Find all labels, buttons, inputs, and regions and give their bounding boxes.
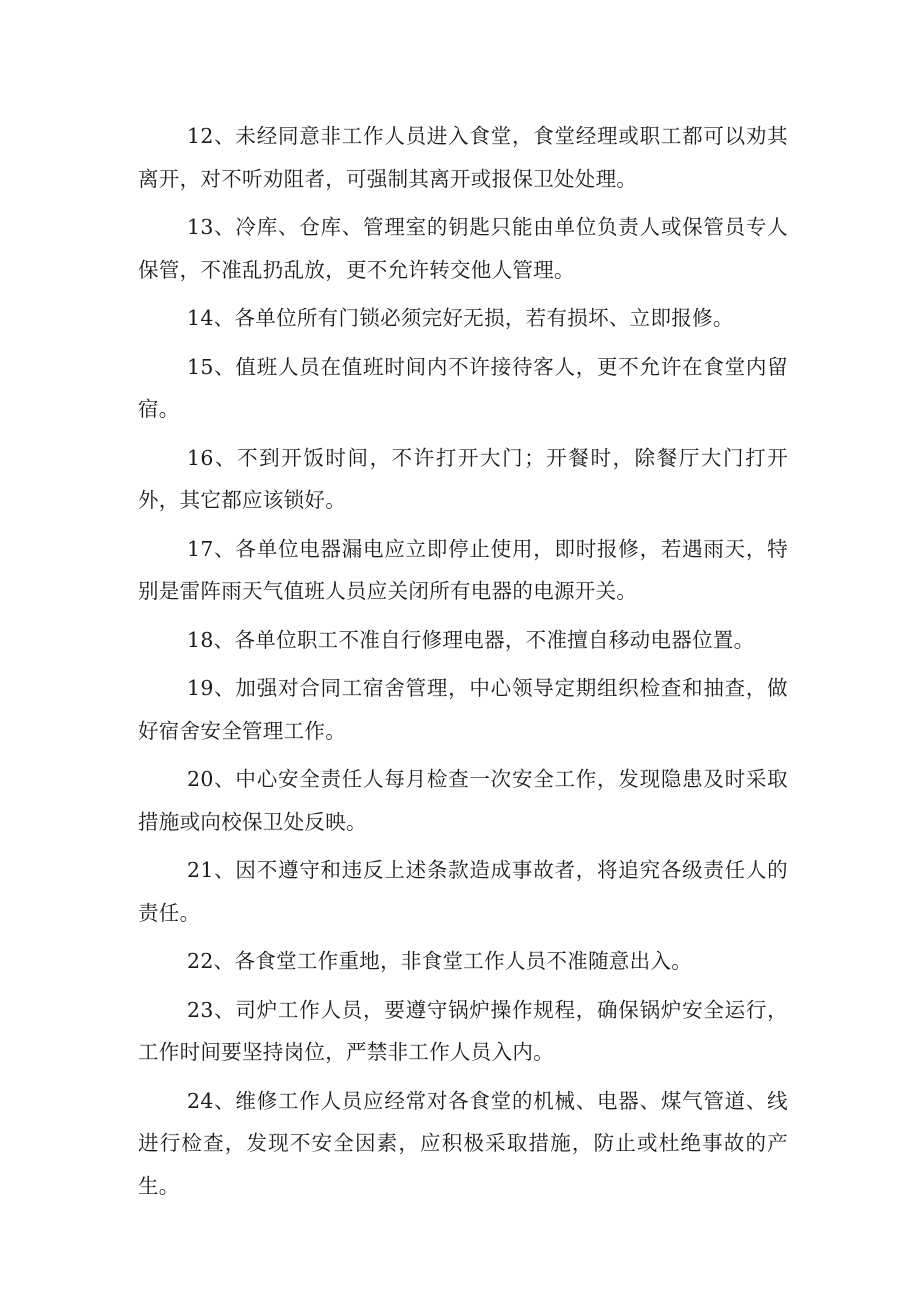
paragraph-rule-21: 21、因不遵守和违反上述条款造成事故者，将追究各级责任人的责任。 <box>138 858 788 925</box>
paragraph-rule-22: 22、各食堂工作重地，非食堂工作人员不准随意出入。 <box>187 949 693 973</box>
paragraph-rule-17: 17、各单位电器漏电应立即停止使用，即时报修，若遇雨天，特别是雷阵雨天气值班人员应关闭所有电器的电源开关。 <box>138 536 788 603</box>
paragraph-rule-23: 23、司炉工作人员，要遵守锅炉操作规程，确保锅炉安全运行，工作时间要坚持岗位，严禁非工作人员入内。 <box>138 997 788 1064</box>
paragraph-rule-12: 12、未经同意非工作人员进入食堂，食堂经理或职工都可以劝其离开，对不听劝阻者，可强制其离开或报保卫处处理。 <box>138 124 788 191</box>
document-body <box>138 115 788 1213</box>
paragraph-rule-24: 24、维修工作人员应经常对各食堂的机械、电器、煤气管道、线进行检查，发现不安全因素，应积极采取措施，防止或杜绝事故的产生。 <box>138 1088 788 1198</box>
paragraph-rule-15: 15、值班人员在值班时间内不许接待客人，更不允许在食堂内留宿。 <box>138 354 788 421</box>
paragraph-rule-19: 19、加强对合同工宿舍管理，中心领导定期组织检查和抽查，做好宿舍安全管理工作。 <box>138 676 788 743</box>
paragraph-rule-20: 20、中心安全责任人每月检查一次安全工作，发现隐患及时采取措施或向校保卫处反映。 <box>138 767 788 834</box>
paragraph-rule-16: 16、不到开饭时间，不许打开大门；开餐时，除餐厅大门打开外，其它都应该锁好。 <box>138 445 788 512</box>
paragraph-rule-18: 18、各单位职工不准自行修理电器，不准擅自移动电器位置。 <box>187 627 755 652</box>
paragraph-rule-13: 13、冷库、仓库、管理室的钥匙只能由单位负责人或保管员专人保管，不准乱扔乱放，更不允许转交他人管理。 <box>138 215 788 282</box>
paragraph-rule-14: 14、各单位所有门锁必须完好无损，若有损坏、立即报修。 <box>187 306 734 330</box>
